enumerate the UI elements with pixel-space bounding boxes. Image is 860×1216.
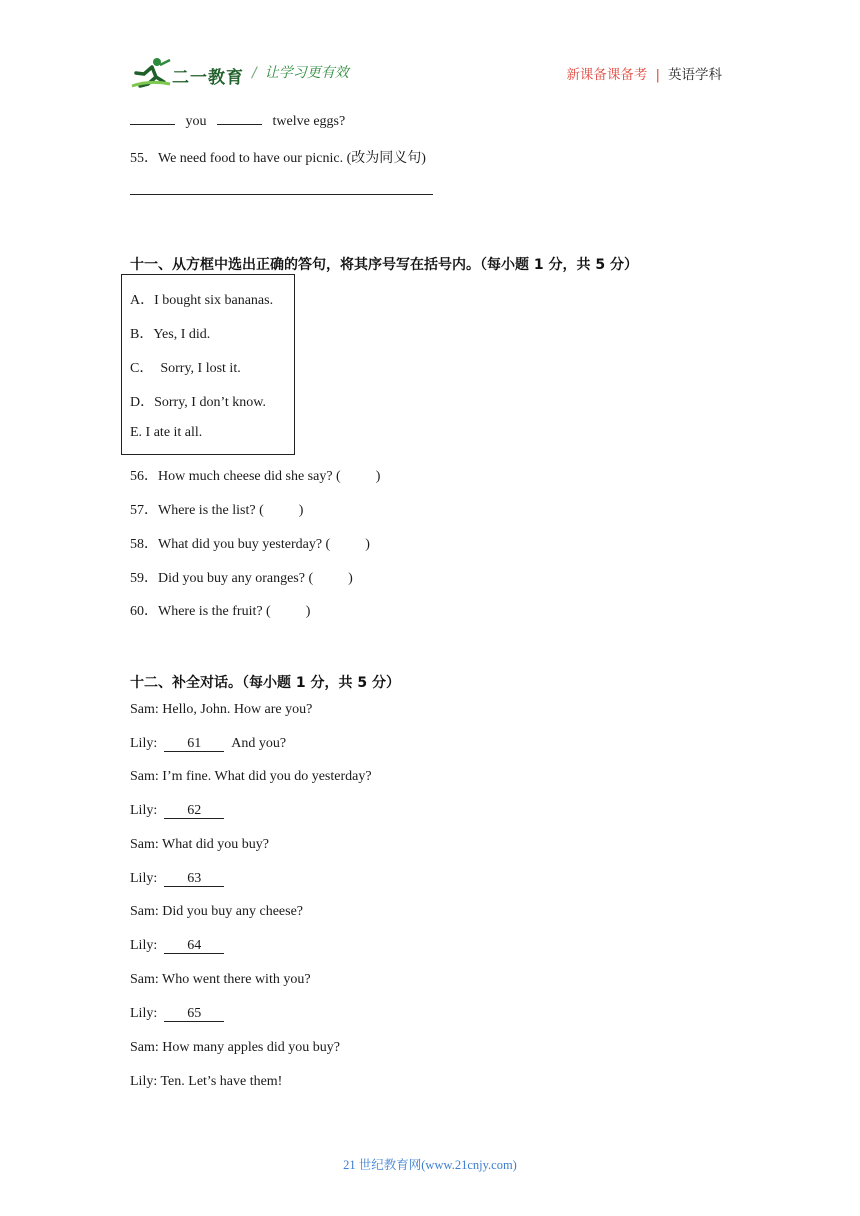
blank-63[interactable]: 63 [164, 871, 224, 887]
speaker: Lily: [130, 871, 158, 886]
question-55: 55．We need food to have our picnic. (改为同义句) [130, 151, 426, 166]
slogan [252, 62, 349, 82]
speaker: Sam: [130, 702, 159, 717]
dialog-line [130, 1040, 340, 1056]
logo-text: 二一教育 [172, 68, 244, 88]
dialog-line [130, 904, 303, 920]
q54-you: you [185, 114, 207, 129]
dialog-line [130, 972, 311, 988]
dialog-line [130, 736, 286, 752]
speaker: Lily: [130, 803, 158, 818]
question-57: 57．Where is the list? ( ) [130, 503, 304, 518]
dialog-line [130, 702, 312, 718]
answer-blank[interactable] [217, 123, 262, 125]
question-59: 59．Did you buy any oranges? ( ) [130, 571, 353, 586]
dialog-text: Ten. Let’s have them! [160, 1074, 283, 1089]
footer-link[interactable]: 21 世纪教育网(www.21cnjy.com) [343, 1158, 517, 1172]
option-b: B．Yes, I did. [130, 327, 211, 342]
slogan-text: 让学习更有效 [264, 65, 349, 81]
dialog-text: Did you buy any cheese? [162, 904, 304, 919]
question-56: 56．How much cheese did she say? ( ) [130, 469, 381, 484]
speaker: Lily: [130, 736, 158, 751]
speaker: Sam: [130, 904, 159, 919]
dialog-text: How many apples did you buy? [162, 1040, 340, 1055]
dialog-line [130, 769, 372, 785]
section-12-title: 十二、补全对话。（每小题 1 分，共 5 分） [130, 675, 400, 691]
question-58: 58．What did you buy yesterday? ( ) [130, 537, 370, 552]
dialog-line [130, 837, 269, 853]
answer-line-55[interactable] [130, 194, 433, 195]
dialog-text: What did you buy? [162, 837, 269, 852]
speaker: Sam: [130, 972, 159, 987]
dialog-line [130, 1006, 224, 1022]
speaker: Sam: [130, 1040, 159, 1055]
header-subject-label: 英语学科 [668, 67, 722, 83]
section-11-title: 十一、从方框中选出正确的答句，将其序号写在括号内。（每小题 1 分，共 5 分） [130, 257, 638, 273]
speaker: Sam: [130, 769, 159, 784]
dialog-line [130, 1074, 282, 1090]
option-e: E. I ate it all. [130, 425, 203, 440]
dialog-text: I’m fine. What did you do yesterday? [162, 769, 372, 784]
dialog-line [130, 938, 224, 954]
header-separator: | [655, 67, 660, 83]
blank-62[interactable]: 62 [164, 803, 224, 819]
header-red-label: 新课备课备考 [566, 67, 648, 83]
option-a: A．I bought six bananas. [130, 293, 274, 308]
speaker: Lily: [130, 1074, 158, 1089]
option-c: C． Sorry, I lost it. [130, 361, 241, 376]
dialog-text: And you? [231, 736, 287, 751]
question-54-line [130, 114, 345, 130]
dialog-text: Who went there with you? [162, 972, 311, 987]
question-60: 60．Where is the fruit? ( ) [130, 604, 311, 619]
speaker: Lily: [130, 1006, 158, 1021]
q54-tail: twelve eggs? [272, 114, 346, 129]
blank-64[interactable]: 64 [164, 938, 224, 954]
header-subject [566, 63, 722, 83]
answer-blank[interactable] [130, 123, 175, 125]
speaker: Lily: [130, 938, 158, 953]
speaker: Sam: [130, 837, 159, 852]
slogan-slash: / [252, 65, 257, 81]
blank-65[interactable]: 65 [164, 1006, 224, 1022]
dialog-line [130, 871, 224, 887]
blank-61[interactable]: 61 [164, 736, 224, 752]
dialog-text: Hello, John. How are you? [162, 702, 313, 717]
dialog-line [130, 803, 224, 819]
option-d: D．Sorry, I don’t know. [130, 395, 266, 410]
